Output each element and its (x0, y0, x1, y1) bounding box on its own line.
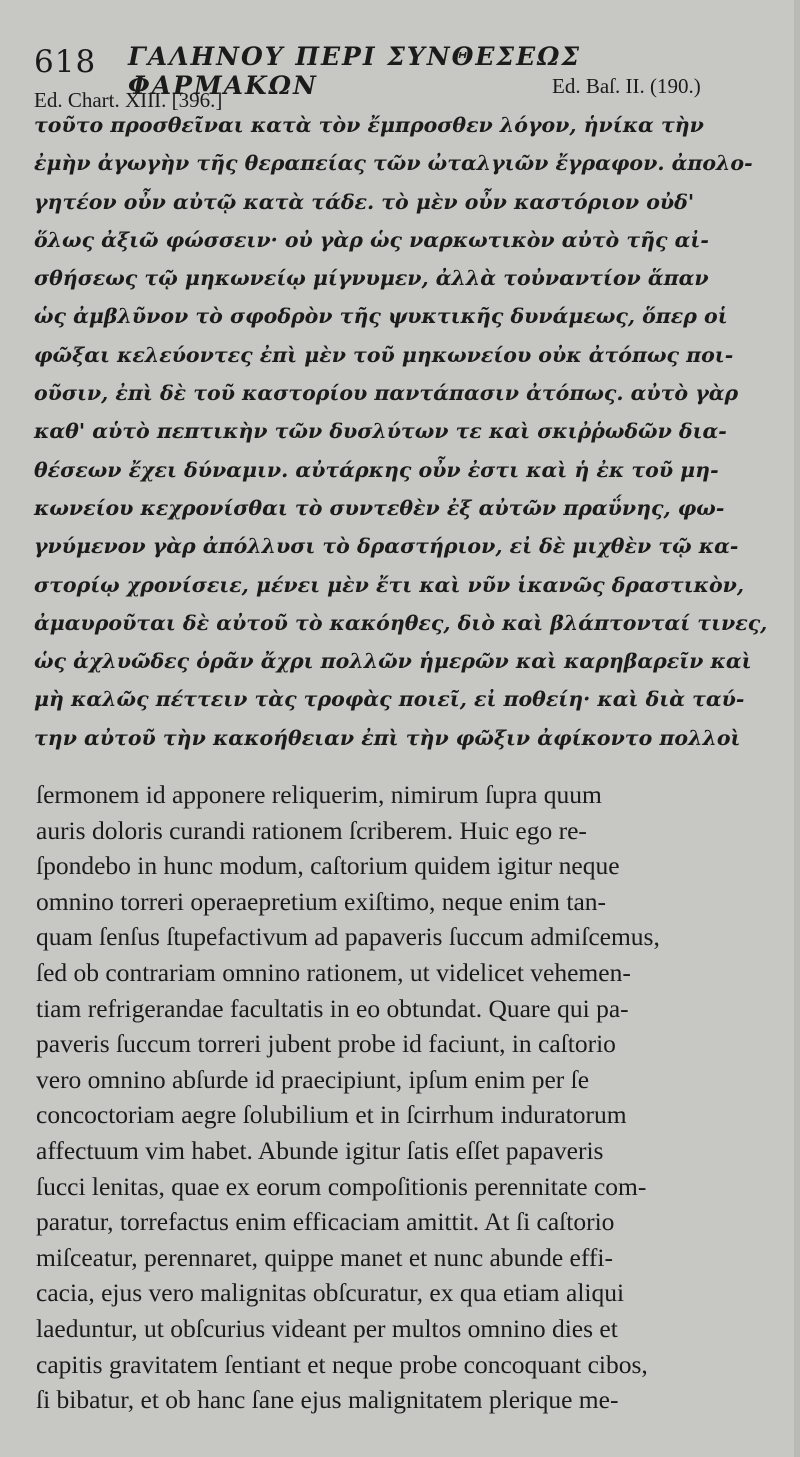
page-number: 618 (34, 44, 97, 80)
latin-text-line: ſi bibatur, et ob hanc ſane ejus malignitatem plerique me- (36, 1385, 619, 1415)
latin-text-line: affectuum vim habet. Abunde igitur ſatis eſſet papaveris (36, 1135, 604, 1165)
greek-text-line: μὴ καλῶς πέττειν τὰς τροφὰς ποιεῖ, εἰ ποθείη· καὶ διὰ ταύ- (34, 687, 745, 712)
latin-text-line: concoctoriam aegre ſolubilium et in ſcirrhum induratorum (36, 1100, 627, 1130)
latin-text-line: tiam refrigerandae facultatis in eo obtundat. Quare qui pa- (36, 993, 629, 1023)
greek-text-line: θέσεων ἔχει δύναμιν. αὐτάρκης οὖν ἐστι καὶ ἡ ἐκ τοῦ μη- (34, 457, 719, 482)
latin-text-line: ſermonem id apponere reliquerim, nimirum ſupra quum (36, 780, 602, 809)
greek-text-line: ἐμὴν ἀγωγὴν τῆς θεραπείας τῶν ὠταλγιῶν ἔγραφον. ἀπολο- (34, 151, 753, 176)
latin-text-line: capitis gravitatem ſentiant et neque probe concoquant cibos, (36, 1349, 648, 1379)
latin-text-line: ſed ob contrariam omnino rationem, ut videlicet vehemen- (36, 957, 631, 987)
greek-text-line: σθήσεως τῷ μηκωνείῳ μίγνυμεν, ἀλλὰ τοὐναντίον ἅπαν (34, 266, 709, 291)
edition-reference-right: Ed. Baſ. II. (190.) (552, 74, 701, 98)
greek-text-line: κωνείου κεχρονίσθαι τὸ συντεθὲν ἐξ αὐτῶν πραΰνης, φω- (34, 495, 725, 520)
greek-text-line: γνύμενον γὰρ ἀπόλλυσι τὸ δραστήριον, εἰ δὲ μιχθὲν τῷ κα- (34, 534, 739, 559)
latin-text-line: paveris ſuccum torreri jubent probe id faciunt, in caſtorio (36, 1029, 616, 1059)
latin-text-line: quam ſenſus ſtupefactivum ad papaveris ſuccum admiſcemus, (36, 922, 660, 952)
latin-text-line: ſpondebo in hunc modum, caſtorium quidem igitur neque (36, 851, 620, 881)
latin-text-block (36, 777, 770, 1418)
latin-text-line: ſucci lenitas, quae ex eorum compoſitionis perennitate com- (36, 1171, 647, 1201)
latin-text-line: cacia, ejus vero malignitas obſcuratur, ex qua etiam aliqui (36, 1278, 625, 1308)
greek-text-line: οῦσιν, ἐπὶ δὲ τοῦ καστορίου παντάπασιν ἀτόπως. αὐτὸ γὰρ (34, 381, 739, 406)
greek-text-line: ὅλως ἀξιῶ φώσσειν· οὐ γὰρ ὡς ναρκωτικὸν αὐτὸ τῆς αἰ- (34, 227, 709, 252)
page-edge-shadow (794, 0, 800, 1457)
running-title: ΓΑΛΗΝΟΥ ΠΕΡΙ ΣΥΝΘΕΣΕΩΣ ΦΑΡΜΑΚΩΝ (128, 42, 582, 100)
edition-reference-left: Ed. Chart. XIII. [396.] (34, 88, 223, 112)
latin-text-line: omnino torreri operaepretium exiſtimo, neque enim tan- (36, 886, 607, 916)
latin-text-line: vero omnino abſurde id praecipiunt, ipſum enim per ſe (36, 1064, 590, 1094)
greek-text-line: ἀμαυροῦται δὲ αὐτοῦ τὸ κακόηθες, διὸ καὶ βλάπτονταί τινες, (34, 610, 768, 635)
greek-text-line: την αὐτοῦ τὴν κακοήθειαν ἐπὶ τὴν φῶξιν ἀφίκοντο πολλοὶ (34, 725, 741, 750)
greek-text-line: φῶξαι κελεύοντες ἐπὶ μὲν τοῦ μηκωνείου οὐκ ἀτόπως ποι- (34, 342, 734, 367)
greek-text-block (34, 106, 770, 757)
latin-text-line: miſceatur, perennaret, quippe manet et nunc abunde effi- (36, 1242, 613, 1272)
greek-text-line: γητέον οὖν αὐτῷ κατὰ τάδε. τὸ μὲν οὖν καστόριον οὐδ' (34, 189, 695, 214)
greek-text-line: ὡς ἀχλυῶδες ὁρᾶν ἄχρι πολλῶν ἡμερῶν καὶ καρηβαρεῖν καὶ (34, 649, 752, 674)
latin-text-line: paratur, torrefactus enim efficaciam amittit. At ſi caſtorio (36, 1207, 615, 1237)
greek-text-line: καθ' αὑτὸ πεπτικὴν τῶν δυσλύτων τε καὶ σκιῤῥωδῶν δια- (34, 419, 727, 444)
greek-text-line: τοῦτο προσθεῖναι κατὰ τὸν ἔμπροσθεν λόγον, ἡνίκα τὴν (34, 113, 704, 137)
latin-text-line: auris doloris curandi rationem ſcriberem. Huic ego re- (36, 815, 587, 845)
greek-text-line: ὡς ἀμβλῦνον τὸ σφοδρὸν τῆς ψυκτικῆς δυνάμεως, ὅπερ οἱ (34, 304, 728, 329)
greek-text-line: στορίῳ χρονίσειε, μένει μὲν ἔτι καὶ νῦν ἱκανῶς δραστικὸν, (34, 572, 745, 597)
latin-text-line: laeduntur, ut obſcurius videant per multos omnino dies et (36, 1313, 618, 1343)
